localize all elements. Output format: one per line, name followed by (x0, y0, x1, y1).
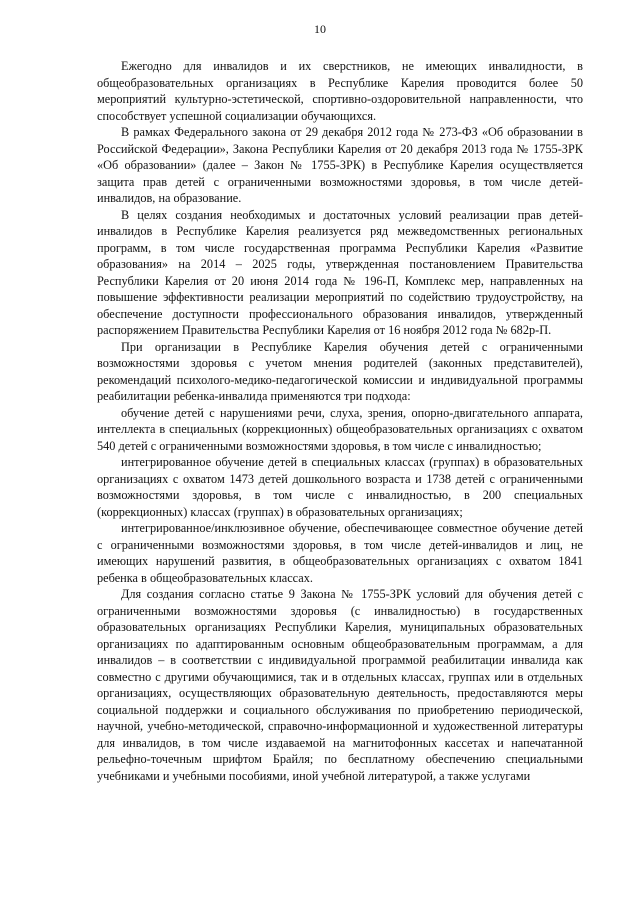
paragraph: В целях создания необходимых и достаточных условий реализации прав детей-инвалидов в Республике Карелия реализуется ряд межведомственных региональных программ, в том числе государственная программа Республики Карелия «Развитие образования» на 2014 – 2025 годы, утвержденная постановлением Правительства Республики Карелия от 20 июня 2014 года № 196-П, Комплекс мер, направленных на повышение эффективности реализации мероприятий по содействию трудоустройству, на обеспечение доступности профессионального образования инвалидов, утвержденный распоряжением Правительства Республики Карелия от 16 ноября 2012 года № 682р-П. (97, 207, 583, 337)
paragraph: интегрированное обучение детей в специальных классах (группах) в образовательных организациях с охватом 1473 детей дошкольного возраста и 1738 детей с ограниченными возможностями здоровья, в том числе с инвалидностью, в 200 специальных (коррекционных) классах (группах) в образовательных организациях; (97, 455, 583, 519)
paragraph: Для создания согласно статье 9 Закона № 1755-ЗРК условий для обучения детей с ограниченными возможностями здоровья (с инвалидностью) в государственных образовательных организациях Республики Карелия, муниципальных образовательных организациях по адаптированным основным общеобразовательным программам, а для инвалидов – в соответствии с индивидуальной программой реабилитации инвалида как совместно с другими обучающимися, так и в отдельных классах, группах или в отдельных организациях, осуществляющих образовательную деятельность, предоставляются меры социальной поддержки и социального обслуживания по приобретению периодической, научной, учебно-методической, справочно-информационной и художественной литературы для инвалидов, в том числе издаваемой на магнитофонных кассетах и напечатанной рельефно-точечным шрифтом Брайля; по бесплатному обеспечению специальными учебниками и учебными пособиями, иной учебной литературой, а также услугами (97, 587, 583, 783)
page-number: 10 (314, 22, 326, 36)
paragraph: В рамках Федерального закона от 29 декабря 2012 года № 273-ФЗ «Об образовании в Российской Федерации», Закона Республики Карелия от 20 декабря 2013 года № 1755-ЗРК «Об образовании» (далее – Закон № 1755-ЗРК) в Республике Карелия осуществляется защита прав детей с ограниченными возможностями здоровья, в том числе детей-инвалидов, на образование. (97, 125, 583, 205)
paragraph: интегрированное/инклюзивное обучение, обеспечивающее совместное обучение детей с ограниченными возможностями здоровья, в том числе детей-инвалидов и лиц, не имеющих нарушений развития, в общеобразовательных организациях с охватом 1841 ребенка в общеобразовательных классах. (97, 521, 583, 585)
paragraph: обучение детей с нарушениями речи, слуха, зрения, опорно-двигательного аппарата, интеллекта в специальных (коррекционных) общеобразовательных организациях с охватом 540 детей с ограниченными возможностями здоровья, в том числе с инвалидностью; (97, 405, 583, 453)
document-body (97, 58, 583, 784)
paragraph: При организации в Республике Карелия обучения детей с ограниченными возможностями здоровья с учетом мнения родителей (законных представителей), рекомендаций психолого-медико-педагогической комиссии и индивидуальной программы реабилитации ребенка-инвалида применяются три подхода: (97, 339, 583, 403)
paragraph: Ежегодно для инвалидов и их сверстников, не имеющих инвалидности, в общеобразовательных организациях в Республике Карелия проводится более 50 мероприятий культурно-эстетической, спортивно-оздоровительной направленности, что способствует успешной социализации обучающихся. (97, 59, 583, 123)
